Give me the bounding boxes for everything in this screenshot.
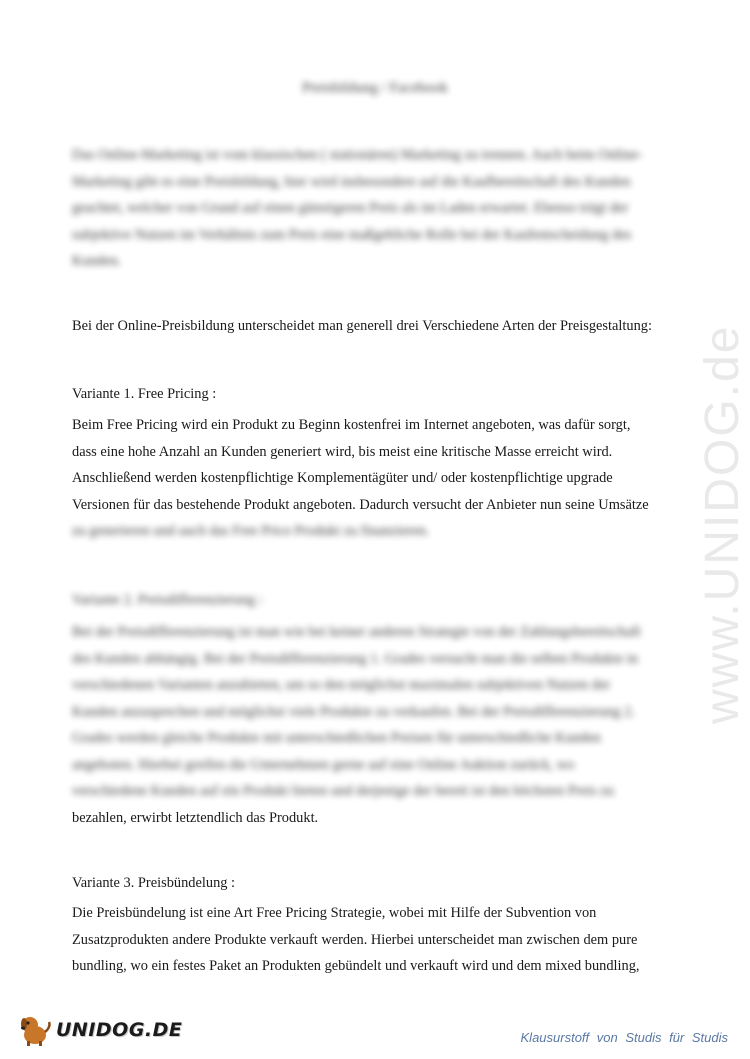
document-title: Preisbildung / Facebook [302,80,448,96]
variant2-paragraph [72,619,684,831]
variant2-line-blurred: verschiedene Kunden auf ein Produkt bieten und derjenige der bereit ist den höchsten Preis zu [72,783,614,799]
variant1-heading: Variante 1. Free Pricing : [72,386,217,402]
intro-line: subjektive Nutzen im Verhältnis zum Preis eine maßgebliche Rolle bei der Kaufentscheidung des [72,226,632,243]
variant3-line: bundling, wo ein festes Paket an Produkten gebündelt und verkauft wird und dem mixed bundling, [72,958,640,974]
variant3-heading: Variante 3. Preisbündelung : [72,875,236,891]
variant1-line-blurred: zu generieren und auch das Free Price Produkt zu finanzieren. [72,523,430,539]
variant2-line-blurred: angeboten. Hierbei greifen die Unternehmen gerne auf eine Online Auktion zurück, wo [72,756,575,773]
intro-line: Kunden. [72,253,122,269]
variant3-line: Zusatzprodukten andere Produkte verkauft werden. Hierbei unterscheidet man zwischen dem pure [72,931,638,948]
variant1-paragraph [72,412,684,545]
intro-line: Marketing gibt es eine Preisbildung, hier wird insbesondere auf die Kaufbereitschaft des Kunden [72,173,631,190]
intro-line: Das Online-Marketing ist vom klassischen ( stationären) Marketing zu trennen. Auch beim Online- [72,147,643,163]
variant2-heading: Variante 2. Preisdifferenzierung : [72,592,263,608]
variant3-paragraph [72,900,684,980]
logo-text: UNIDOG.DE [56,1019,183,1041]
variant2-line-blurred: Kunden anzusprechen und möglichst viele Produkte zu verkaufen. Bei der Preisdifferenzierung 2. [72,703,635,720]
variant3-line: Die Preisbündelung ist eine Art Free Pricing Strategie, wobei mit Hilfe der Subvention von [72,905,597,921]
unidog-logo[interactable] [18,1013,182,1047]
variant2-line-blurred: des Kunden abhängig. Bei der Preisdifferenzierung 1. Grades versucht man die selben Produkte in [72,650,639,667]
variant1-line: Beim Free Pricing wird ein Produkt zu Beginn kostenfrei im Internet angeboten, was dafür sorgt, [72,417,631,433]
variant2-line-blurred: Grades werden gleiche Produkte mit unterschiedlichen Preisen für unterschiedliche Kunden [72,730,601,746]
intro-line: geachtet, welcher von Grund auf einen günstigeren Preis als im Laden erwartet. Ebenso trägt der [72,200,629,216]
variant1-line: dass eine hohe Anzahl an Kunden generiert wird, bis meist eine kritische Masse erreicht wird. [72,443,613,460]
variant2-line-blurred: verschiedenen Varianten anzubieten, um so den möglichst maximalen subjektiven Nutzen der [72,677,611,693]
variant1-line: Versionen für das bestehende Produkt angeboten. Dadurch versucht der Anbieter nun seine Umsätze [72,496,649,513]
watermark: www.UNIDOG.de [696,324,749,724]
variant2-line-blurred: Bei der Preisdifferenzierung ist man wie bei keiner anderen Strategie von der Zahlungsbereitschaft [72,624,641,640]
footer-slogan: Klausurstoff von Studis für Studis [520,1030,728,1045]
lead-sentence: Bei der Online-Preisbildung unterscheidet man generell drei Verschiedene Arten der Preisgestaltung: [72,318,652,334]
variant1-line: Anschließend werden kostenpflichtige Komplementägüter und/ oder kostenpflichtige upgrade [72,470,613,486]
variant2-line: bezahlen, erwirbt letztendlich das Produkt. [72,809,319,826]
intro-paragraph [72,142,684,275]
dog-icon [18,1013,52,1047]
